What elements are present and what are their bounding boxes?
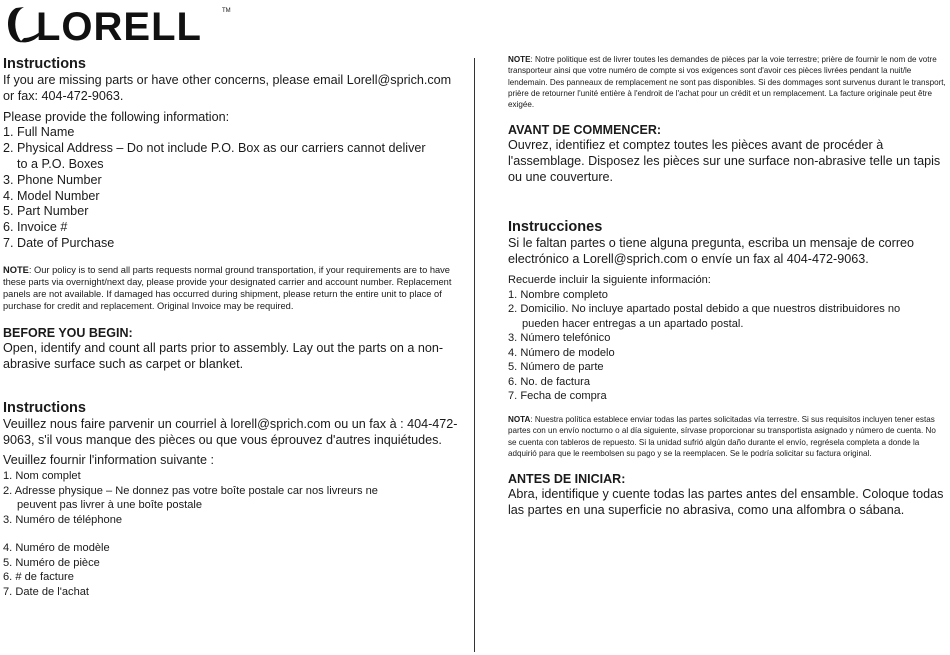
list-item: 3. Phone Number — [3, 172, 102, 187]
list-item: 1. Nombre completo — [508, 288, 608, 301]
list-item: 5. Número de parte — [508, 361, 604, 374]
list-item: 6. Invoice # — [3, 220, 68, 235]
spanish-intro: Si le faltan partes o tiene alguna pregunta, escriba un mensaje de correo electrónico a Lorell@sprich.com o envíe un fax al 404-472-9063. — [508, 235, 915, 266]
english-info-list — [3, 125, 458, 251]
spanish-before-heading: ANTES DE INICIAR: — [508, 472, 626, 487]
english-section — [3, 56, 458, 373]
lorell-logo-mark — [4, 2, 234, 46]
list-item: 5. Numéro de pièce — [3, 556, 100, 569]
spanish-heading: Instrucciones — [508, 218, 603, 235]
french-intro: Veuillez nous faire parvenir un courriel à lorell@sprich.com ou un fax à : 404-472-9063, s'il vous manque des pièces ou que vous éprouvez d'autres inquiétudes. — [3, 416, 458, 447]
french-before-text: Ouvrez, identifiez et comptez toutes les pièces avant de procéder à l'assemblage. Disposez les pièces sur une surface non-abrasive telle un tapis ou une couverture. — [508, 138, 941, 185]
list-item: 1. Full Name — [3, 125, 75, 140]
list-item: 7. Fecha de compra — [508, 390, 607, 403]
english-before-heading: BEFORE YOU BEGIN: — [3, 326, 133, 341]
note-text: : Notre politique est de livrer toutes les demandes de pièces par la voie terrestre; prière de fournir le nom de votre transporteur ainsi que votre numéro de compte si vos exigences sont d'avoir ces pièces livrées pendant la nuit/le lendemain. Des panneaux de remplacement ne sont pas disponibles. Si des dommages sont survenus durant le transport, prière de retourner l'unité entière à l'endroit de l'achat pour un crédit et un remplacement. La facture originale peut être exigée. — [508, 55, 946, 110]
left-column — [3, 56, 458, 599]
list-item: 4. Número de modelo — [508, 346, 615, 359]
french-section — [3, 400, 458, 599]
list-item: peuvent pas livrer à une boîte postale — [17, 499, 203, 512]
list-item: 6. # de facture — [3, 571, 74, 584]
list-item: to a P.O. Boxes — [17, 156, 104, 171]
list-item: 5. Part Number — [3, 204, 89, 219]
french-info-list — [3, 469, 458, 599]
column-divider — [474, 58, 475, 652]
list-item: 1. Nom complet — [3, 470, 81, 483]
spanish-provide: Recuerde incluir la siguiente información: — [508, 274, 711, 287]
note-label: NOTA — [508, 414, 531, 424]
trademark-symbol: TM — [222, 8, 231, 14]
list-item: 3. Número telefónico — [508, 332, 611, 345]
list-item: pueden hacer entregas a un apartado postal. — [522, 317, 744, 330]
list-item: 7. Date of Purchase — [3, 235, 115, 250]
lorell-logo — [4, 2, 234, 46]
english-provide: Please provide the following information: — [3, 109, 230, 124]
french-heading: Instructions — [3, 399, 86, 416]
right-column — [508, 54, 946, 519]
french-note — [508, 54, 946, 110]
spanish-section — [508, 219, 946, 519]
english-before-text: Open, identify and count all parts prior to assembly. Lay out the parts on a non-abrasive surface such as carpet or blanket. — [3, 341, 444, 371]
list-item: 4. Model Number — [3, 188, 100, 203]
note-text: : Our policy is to send all parts requests normal ground transportation, if your requirements are to have these parts via overnight/next day, please provide your designated carrier and account number. Replacement panels are not available. If damaged has occurred during shipment, please return the entire unit to place of purchase for credit and replacement. Original Invoice may be required. — [3, 264, 452, 312]
note-text: : Nuestra política establece enviar todas las partes solicitadas vía terrestre. Si sus requisitos incluyen tener estas partes con un envío nocturno o al día siguiente, sírvase proporcionar su transportista asignado y número de cuenta. No se cuenta con tableros de repuesto. Si la unidad sufrió algún daño durante el envío, regrésela completa a donde la adquirió para que le reembolsen su pago y se la reemplacen. Se le podría solicitar su factura original. — [508, 414, 936, 458]
english-intro: If you are missing parts or have other concerns, please email Lorell@sprich.com or fax: 404-472-9063. — [3, 73, 452, 103]
list-item: 2. Physical Address – Do not include P.O. Box as our carriers cannot deliver — [3, 141, 426, 156]
note-label: NOTE — [508, 55, 531, 64]
list-item: 2. Adresse physique – Ne donnez pas votre boîte postale car nos livreurs ne — [3, 484, 378, 497]
french-before-heading: AVANT DE COMMENCER: — [508, 123, 662, 138]
list-item: 3. Numéro de téléphone — [3, 513, 123, 526]
spanish-info-list — [508, 288, 946, 404]
french-continued-section — [508, 54, 946, 186]
english-note — [3, 264, 458, 312]
english-heading: Instructions — [3, 56, 86, 72]
spanish-before-text: Abra, identifique y cuente todas las partes antes del ensamble. Coloque todas las partes en una superficie no abrasiva, como una alfombra o sábana. — [508, 487, 944, 517]
list-item: 7. Date de l'achat — [3, 585, 89, 598]
note-label: NOTE — [3, 264, 29, 275]
list-item: 2. Domicilio. No incluye apartado postal debido a que nuestros distribuidores no — [508, 303, 901, 316]
logo-wordmark: LORELL — [36, 5, 202, 46]
spanish-note — [508, 414, 946, 459]
french-provide: Veuillez fournir l'information suivante : — [3, 453, 215, 468]
list-item: 6. No. de factura — [508, 375, 591, 388]
list-item: 4. Numéro de modèle — [3, 542, 110, 555]
